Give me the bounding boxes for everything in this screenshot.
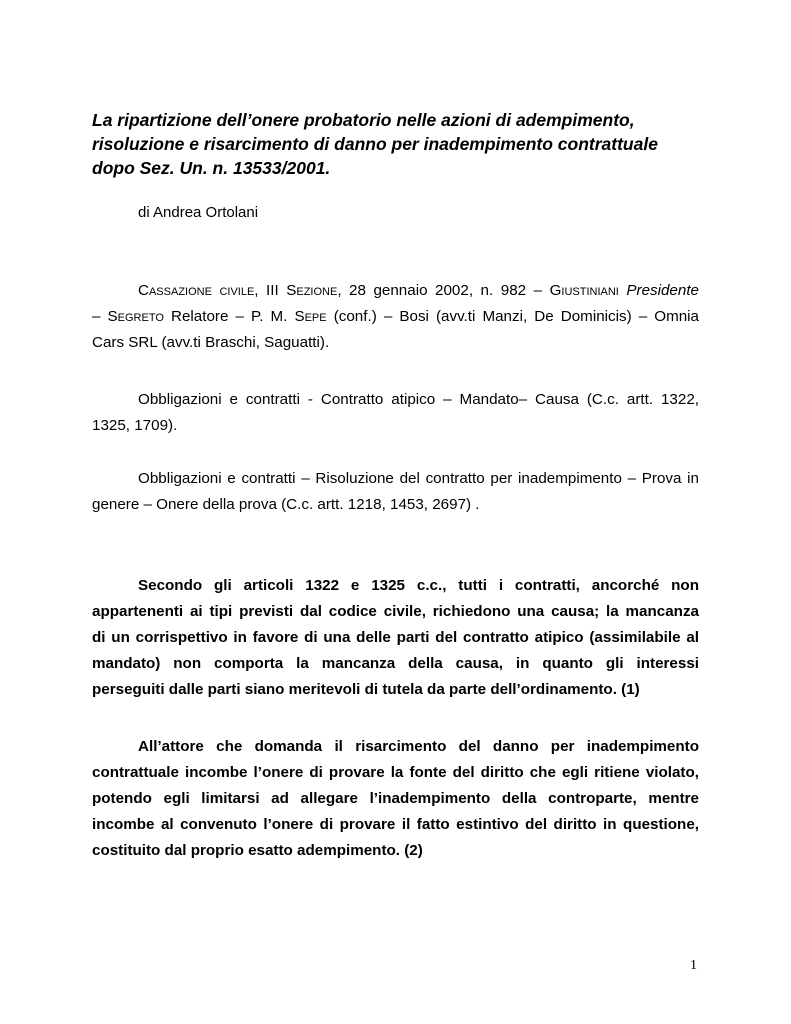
citation-line [92,304,699,330]
massima-line: Obbligazioni e contratti - Contratto atipico – Mandato– Causa (C.c. artt. 1322, [138,391,699,408]
massima-1 [92,387,699,439]
title-line: risoluzione e risarcimento di danno per inadempimento contrattuale [92,134,658,154]
citation-line: Cassazione civile, III Sezione, 28 gennaio 2002, n. 982 – Giustiniani Presidente [138,282,699,299]
title-line: dopo Sez. Un. n. 13533/2001. [92,158,331,178]
principle-line: contrattuale incombe l’onere di provare la fonte del diritto che egli ritiene violato, [92,764,699,781]
massima-line: Obbligazioni e contratti – Risoluzione del contratto per inadempimento – Prova in [138,470,699,487]
pm-name: Sepe [294,308,327,325]
parties-text: (conf.) – Bosi (avv.ti Manzi, De Dominicis) – Omnia [326,308,699,325]
principle-line: costituito dal proprio esatto adempimento. (2) [92,842,423,859]
principle-line: appartenenti ai tipi previsti dal codice civile, richiedono una causa; la mancanza [92,603,699,620]
author-byline: di Andrea Ortolani [138,204,259,221]
principle-line: potendo egli limitarsi ad allegare l’inadempimento della controparte, mentre [92,790,699,807]
court-name: Cassazione civile [138,282,255,299]
principle-line: mandato) non comporta la mancanza della causa, in quanto gli interessi [92,655,699,672]
massima-2 [92,466,699,518]
president-role: Presidente [626,282,699,299]
principle-1 [92,573,699,703]
court-section: III Sezione [266,282,338,299]
case-citation [92,278,699,356]
citation-date: , 28 gennaio 2002, n. 982 – [337,282,550,299]
principle-line: All’attore che domanda il risarcimento del danno per inadempimento [138,738,699,755]
rapporteur-name: Segreto [107,308,164,325]
rapporteur-text: Relatore – P. M. [163,308,295,325]
massima-line: genere – Onere della prova (C.c. artt. 1218, 1453, 2697) . [92,496,480,513]
citation-dash: – [92,308,108,325]
massima-line: 1325, 1709). [92,417,178,434]
president-name: Giustiniani [549,282,619,299]
article-title [92,108,712,180]
principle-line: Secondo gli articoli 1322 e 1325 c.c., tutti i contratti, ancorché non [138,577,699,594]
principle-line: di un corrispettivo in favore di una delle parti del contratto atipico (assimilabile al [92,629,699,646]
principle-line: incombe al convenuto l’onere di provare il fatto estintivo del diritto in questione, [92,816,699,833]
citation-line: Cars SRL (avv.ti Braschi, Saguatti). [92,334,330,351]
principle-2 [92,734,699,864]
page-number: 1 [690,958,697,973]
title-line: La ripartizione dell’onere probatorio nelle azioni di adempimento, [92,110,635,130]
principle-line: perseguiti dalle parti siano meritevoli di tutela da parte dell’ordinamento. (1) [92,681,640,698]
